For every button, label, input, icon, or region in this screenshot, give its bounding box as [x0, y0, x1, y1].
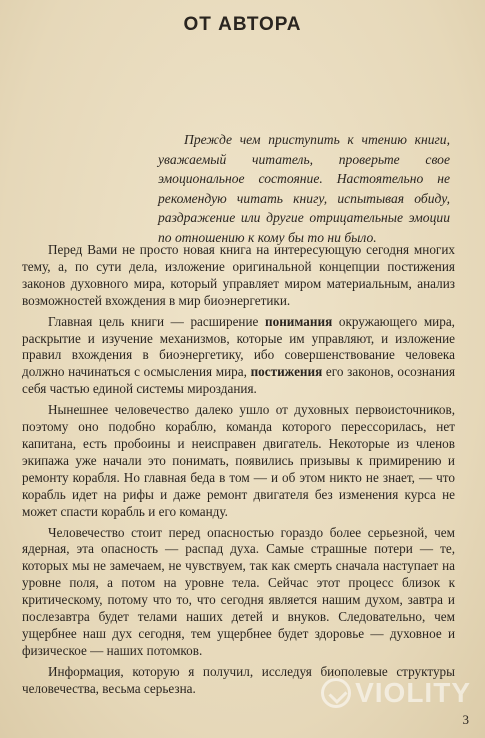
- chapter-title: ОТ АВТОРА: [183, 14, 302, 35]
- paragraph-5: Информация, которую я получил, исследуя биополевые структуры человечества, весьма серьезна.: [22, 663, 455, 696]
- watermark-text: VIOLITY: [355, 677, 471, 708]
- paragraph-2-part-a: Главная цель книги — расширение: [48, 313, 266, 329]
- paragraph-2: [22, 314, 455, 399]
- body-text: [22, 242, 455, 702]
- paragraph-2-part-c: окружающего мира, раскрытие и изучение механизмов, которые им управляют, и изложение правил вхождения в биоэнергетику, ибо совершенствование человека должно начинаться с осмысления мира,: [22, 313, 455, 380]
- emphasis-ponimaniya: понимания: [265, 313, 333, 329]
- emphasis-postizheniya: постижения: [250, 364, 323, 380]
- paragraph-3: Нынешнее человечество далеко ушло от духовных первоисточников, поэтому оно подобно кораблю, команда которого перессорилась, нет капитана, есть пробоины и неисправен двигатель. Некоторые из членов экипажа уже начали это понимать, появились призывы к примирению и ремонту корабля. Но главная беда в том — и об этом никто не знает, — что корабль идет на рифы и даже ремонт двигателя без изменения курса не может спасти корабль и его команду.: [22, 402, 455, 519]
- paragraph-1: Перед Вами не просто новая книга на интересующую сегодня многих тему, а, по сути дела, изложение оригинальной концепции постижения законов духовного мира, который управляет миром материальным, анализ возможностей вхождения в мир биоэнергетики.: [22, 242, 455, 308]
- paragraph-4: Человечество стоит перед опасностью гораздо более серьезной, чем ядерная, эта опасность — распад духа. Самые страшные потери — те, которых мы не замечаем, не чувствуем, так как смерть сначала наступает на уровне поля, а потом на уровне тела. Сейчас этот процесс близок к критическому, потому что то, что сегодня является нашим духом, завтра и послезавтра будет телами наших детей и внуков. Следовательно, чем ущербнее наш дух сегодня, тем ущербнее будет здоровье — духовное и физическое — наших потомков.: [22, 524, 455, 658]
- page-number: 3: [462, 712, 469, 727]
- epigraph-text: Прежде чем приступить к чтению книги, уважаемый читатель, проверьте свое эмоциональное состояние. Настоятельно не рекомендую читать книгу, испытывая обиду, раздражение или другие отрицательные эмоции по отношению к кому бы то ни было.: [158, 132, 450, 245]
- paragraph-2-part-e: его законов, осознания себя частью единой системы мироздания.: [22, 364, 456, 397]
- watermark: [321, 677, 471, 709]
- epigraph: [158, 130, 450, 247]
- violity-logo-icon: [321, 678, 351, 708]
